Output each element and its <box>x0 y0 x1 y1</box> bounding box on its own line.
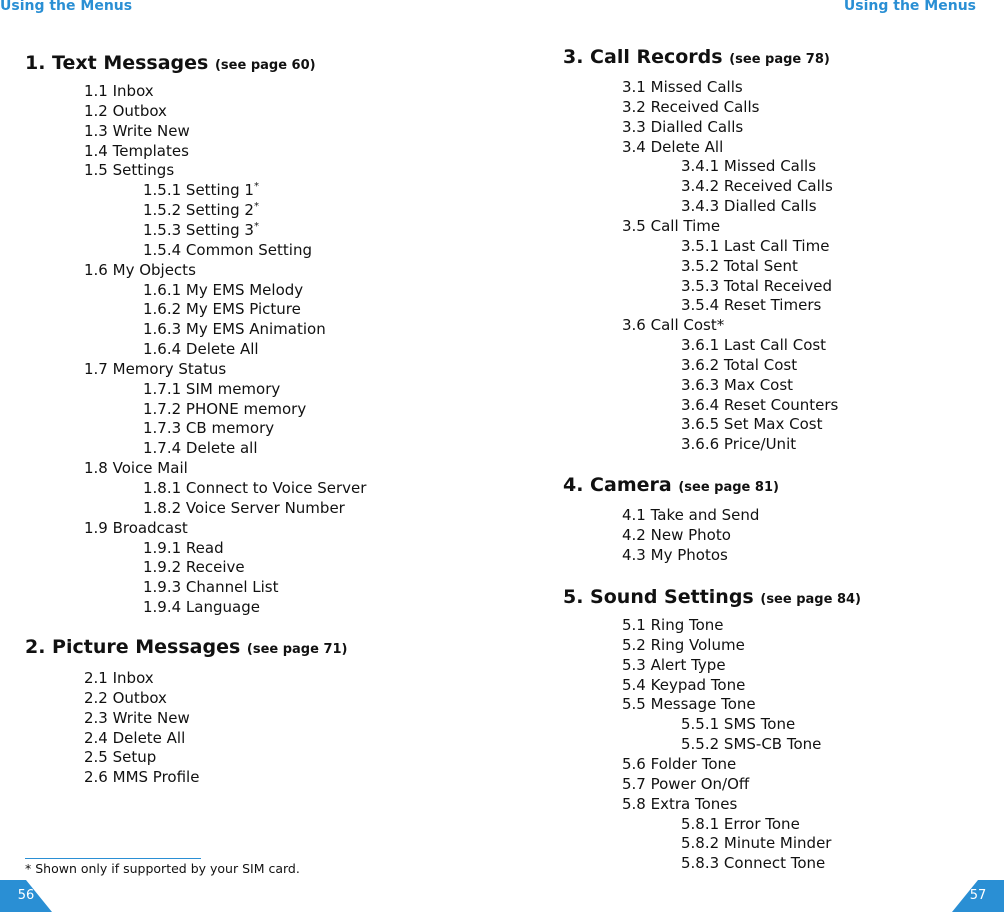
menu-item: 1.9.3 Channel List <box>143 578 279 597</box>
menu-item: 1.3 Write New <box>84 121 190 140</box>
page-reference: (see page 71) <box>246 642 348 657</box>
menu-item: 2.6 MMS Profile <box>84 768 200 787</box>
menu-item: 1.9.1 Read <box>143 538 224 557</box>
menu-item: 1.4 Templates <box>84 141 189 160</box>
menu-item: 5.8.3 Connect Tone <box>681 854 826 873</box>
menu-item: 1.8.2 Voice Server Number <box>143 498 345 517</box>
section-title: 5. Sound Settings <box>563 586 754 608</box>
page-reference: (see page 78) <box>729 52 830 67</box>
menu-item: 1.1 Inbox <box>84 82 154 100</box>
page-reference: (see page 60) <box>214 58 316 73</box>
footnote-marker: * <box>253 201 259 213</box>
menu-item: 1.8.1 Connect to Voice Server <box>143 479 367 497</box>
menu-item: 3.5 Call Time <box>622 216 721 235</box>
running-header-left: Using the Menus <box>0 0 133 14</box>
menu-item: 5.5.1 SMS Tone <box>681 715 796 734</box>
menu-item: 3.2 Received Calls <box>622 97 760 116</box>
menu-item: 2.2 Outbox <box>84 688 167 707</box>
menu-item: 5.6 Folder Tone <box>622 754 737 773</box>
running-header-right: Using the Menus <box>843 0 976 14</box>
menu-item: 1.7.1 SIM memory <box>143 379 281 398</box>
section-title-picture-messages <box>25 636 348 658</box>
menu-item: 5.8.2 Minute Minder <box>681 834 832 853</box>
menu-item: 1.5.3 Setting 3* <box>143 220 259 239</box>
footnote-marker: * <box>253 220 259 232</box>
page-reference: (see page 84) <box>760 592 861 607</box>
menu-item: 1.5.4 Common Setting <box>143 240 312 259</box>
menu-item: 1.5 Settings <box>84 161 175 180</box>
menu-item: 1.9 Broadcast <box>84 518 188 537</box>
menu-item: 3.6 Call Cost* <box>622 316 725 335</box>
page-reference: (see page 81) <box>678 480 779 495</box>
menu-item: 4.2 New Photo <box>622 525 731 544</box>
section-title-camera <box>563 474 779 496</box>
menu-item: 3.5.2 Total Sent <box>681 256 798 275</box>
menu-item: 2.5 Setup <box>84 748 157 767</box>
menu-item: 3.5.4 Reset Timers <box>681 296 822 315</box>
menu-item: 5.3 Alert Type <box>622 655 726 674</box>
section-title: 4. Camera <box>563 474 672 496</box>
menu-item: 3.5.3 Total Received <box>681 276 832 295</box>
menu-item: 5.1 Ring Tone <box>622 616 724 634</box>
menu-item: 1.5.2 Setting 2* <box>143 201 259 220</box>
menu-item: 4.3 My Photos <box>622 545 728 564</box>
section-title-text-messages <box>25 52 316 74</box>
menu-item: 3.4.2 Received Calls <box>681 177 833 196</box>
menu-item: 5.4 Keypad Tone <box>622 675 746 694</box>
menu-item: 1.9.4 Language <box>143 598 260 617</box>
page-number-left: 56 <box>17 888 35 903</box>
menu-item: 1.5.1 Setting 1* <box>143 181 259 200</box>
menu-item: 3.6.2 Total Cost <box>681 355 798 374</box>
menu-item: 1.2 Outbox <box>84 101 167 120</box>
menu-item: 1.8 Voice Mail <box>84 459 188 478</box>
menu-item: 3.3 Dialled Calls <box>622 117 744 136</box>
menu-item: 3.5.1 Last Call Time <box>681 236 830 255</box>
menu-item: 1.6.4 Delete All <box>143 340 259 359</box>
menu-item: 1.6.3 My EMS Animation <box>143 320 326 339</box>
menu-item: 5.8.1 Error Tone <box>681 814 800 833</box>
menu-item: 3.6.4 Reset Counters <box>681 395 839 414</box>
menu-item: 2.4 Delete All <box>84 728 186 747</box>
menu-item: 2.3 Write New <box>84 708 190 727</box>
menu-item: 2.1 Inbox <box>84 669 154 687</box>
menu-item: 1.7.4 Delete all <box>143 439 258 458</box>
menu-item: 5.2 Ring Volume <box>622 635 745 654</box>
menu-item: 3.6.1 Last Call Cost <box>681 336 827 355</box>
footnote-rule <box>25 858 201 859</box>
page-number-right: 57 <box>969 888 987 903</box>
menu-item: 1.9.2 Receive <box>143 558 245 577</box>
menu-item: 1.6 My Objects <box>84 260 196 279</box>
menu-item: 5.7 Power On/Off <box>622 774 750 793</box>
section-title: 1. Text Messages <box>25 52 209 74</box>
menu-item: 3.4.3 Dialled Calls <box>681 197 817 216</box>
menu-item: 1.7.3 CB memory <box>143 419 275 438</box>
menu-item: 3.6.3 Max Cost <box>681 375 794 394</box>
menu-item: 4.1 Take and Send <box>622 506 760 524</box>
menu-item: 3.6.6 Price/Unit <box>681 435 797 454</box>
menu-item: 5.8 Extra Tones <box>622 794 738 813</box>
section-title-call-records <box>563 46 830 68</box>
menu-item: 3.4 Delete All <box>622 137 724 156</box>
menu-item: 1.7 Memory Status <box>84 359 227 378</box>
menu-item: 5.5 Message Tone <box>622 695 756 714</box>
menu-item: 5.5.2 SMS-CB Tone <box>681 735 822 754</box>
menu-item: 1.6.2 My EMS Picture <box>143 300 301 319</box>
footnote: * Shown only if supported by your SIM card. <box>25 861 300 876</box>
menu-item: 3.6.5 Set Max Cost <box>681 415 823 434</box>
section-title: 2. Picture Messages <box>25 636 241 658</box>
section-title: 3. Call Records <box>563 46 723 68</box>
menu-item: 3.1 Missed Calls <box>622 78 743 96</box>
menu-item: 1.6.1 My EMS Melody <box>143 280 304 299</box>
menu-item: 1.7.2 PHONE memory <box>143 399 307 418</box>
menu-item: 3.4.1 Missed Calls <box>681 157 817 176</box>
section-title-sound-settings <box>563 586 861 608</box>
footnote-marker: * <box>253 181 259 193</box>
